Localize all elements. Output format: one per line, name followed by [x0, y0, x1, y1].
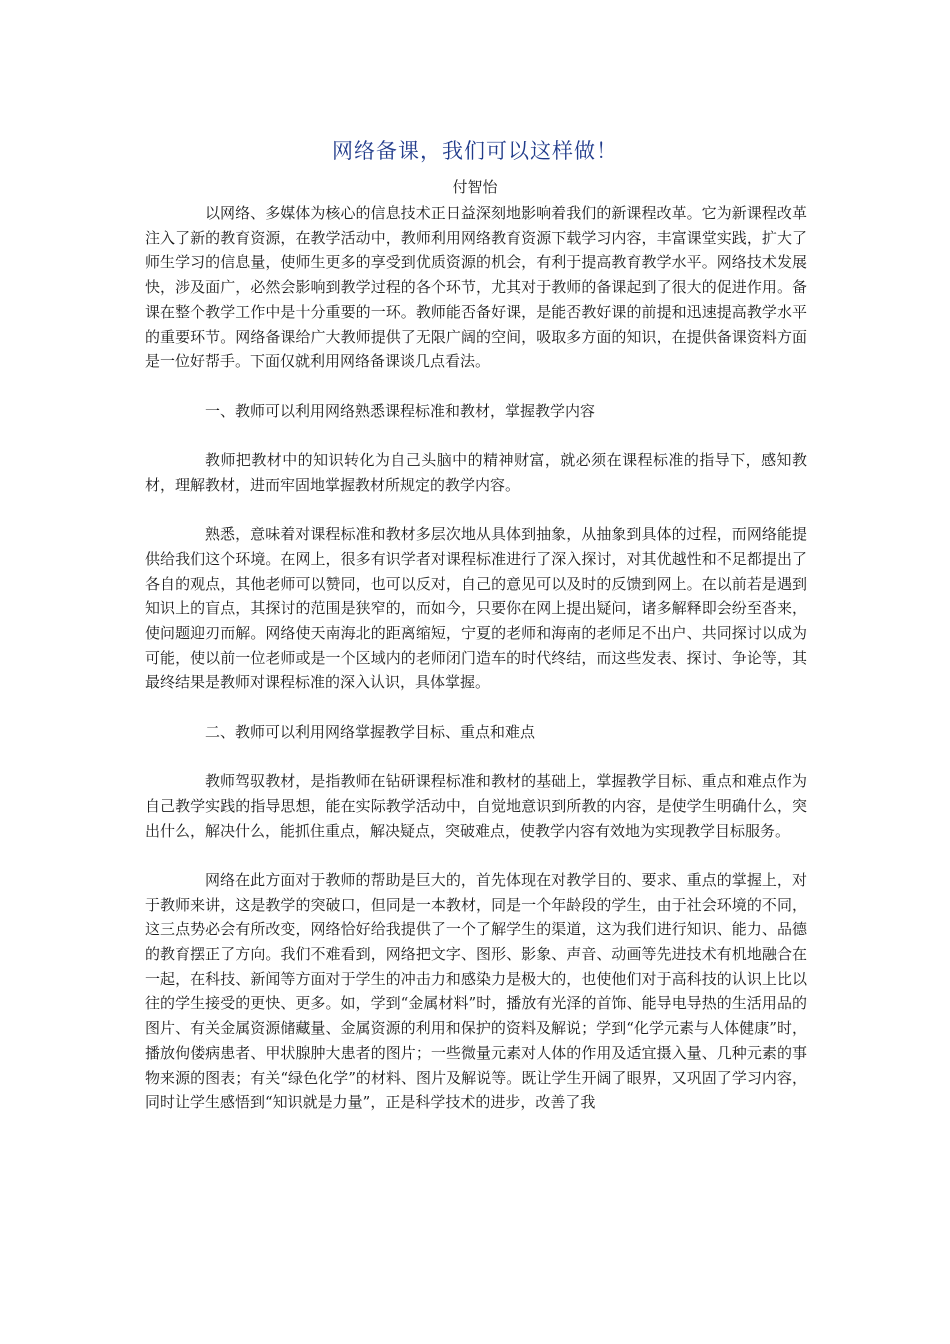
author-name: 付智怡 [452, 178, 498, 196]
paragraph: 网络在此方面对于教师的帮助是巨大的，首先体现在对教学目的、要求、重点的掌握上，对于教师来讲，这是教学的突破口，但同是一本教材，同是一个年龄段的学生，由于社会环境的不同，这三点势必会有所改变，网络恰好给我提供了一个了解学生的渠道，这为我们进行知识、能力、品德的教育摆正了方向。我们不难看到，网络把文字、图形、影象、声音、动画等先进技术有机地融合在一起，在科技、新闻等方面对于学生的冲击力和感染力是极大的，也使他们对于高科技的认识上比以往的学生接受的更快、更多。如，学到“金属材料”时，播放有光泽的首饰、能导电导热的生活用品的图片、有关金属资源储藏量、金属资源的利用和保护的资料及解说；学到“化学元素与人体健康”时，播放佝偻病患者、甲状腺肿大患者的图片；一些微量元素对人体的作用及适宜摄入量、几种元素的事物来源的图表；有关“绿色化学”的材料、图片及解说等。既让学生开阔了眼界，又巩固了学习内容，同时让学生感悟到“知识就是力量”，正是科学技术的进步，改善了我 [145, 870, 807, 1112]
document-body [145, 201, 807, 1115]
paragraph: 教师驾驭教材，是指教师在钻研课程标准和教材的基础上，掌握教学目标、重点和难点作为自己教学实践的指导思想，能在实际教学活动中，自觉地意识到所教的内容，是使学生明确什么，突出什么，解决什么，能抓住重点，解决疑点，突破难点，使教学内容有效地为实现教学目标服务。 [145, 772, 807, 840]
section-heading-1: 一、教师可以利用网络熟悉课程标准和教材，掌握教学内容 [205, 401, 596, 420]
paragraph: 熟悉，意味着对课程标准和教材多层次地从具体到抽象，从抽象到具体的过程，而网络能提供给我们这个环境。在网上，很多有识学者对课程标准进行了深入探讨，对其优越性和不足都提出了各自的观点，其他老师可以赞同，也可以反对，自己的意见可以及时的反馈到网上。在以前若是遇到知识上的盲点，其探讨的范围是狭窄的，而如今，只要你在网上提出疑问，诸多解释即会纷至沓来，使问题迎刃而解。网络使天南海北的距离缩短，宁夏的老师和海南的老师足不出户、共同探讨以成为可能，使以前一位老师或是一个区域内的老师闭门造车的时代终结，而这些发表、探讨、争论等，其最终结果是教师对课程标准的深入认识，具体掌握。 [145, 525, 807, 692]
paragraph-intro: 以网络、多媒体为核心的信息技术正日益深刻地影响着我们的新课程改革。它为新课程改革注入了新的教育资源，在教学活动中，教师利用网络教育资源下载学习内容，丰富课堂实践，扩大了师生学习的信息量，使师生更多的享受到优质资源的机会，有利于提高教育教学水平。网络技术发展快，涉及面广，必然会影响到教学过程的各个环节，尤其对于教师的备课起到了很大的促进作用。备课在整个教学工作中是十分重要的一环。教师能否备好课，是能否教好课的前提和迅速提高教学水平的重要环节。网络备课给广大教师提供了无限广阔的空间，吸取多方面的知识，在提供备课资料方面是一位好帮手。下面仅就利用网络备课谈几点看法。 [145, 204, 807, 371]
paragraph: 教师把教材中的知识转化为自己头脑中的精神财富，就必须在课程标准的指导下，感知教材，理解教材，进而牢固地掌握教材所规定的教学内容。 [145, 451, 807, 494]
section-heading-2: 二、教师可以利用网络掌握教学目标、重点和难点 [205, 722, 536, 741]
document-title: 网络备课，我们可以这样做！ [332, 139, 618, 163]
